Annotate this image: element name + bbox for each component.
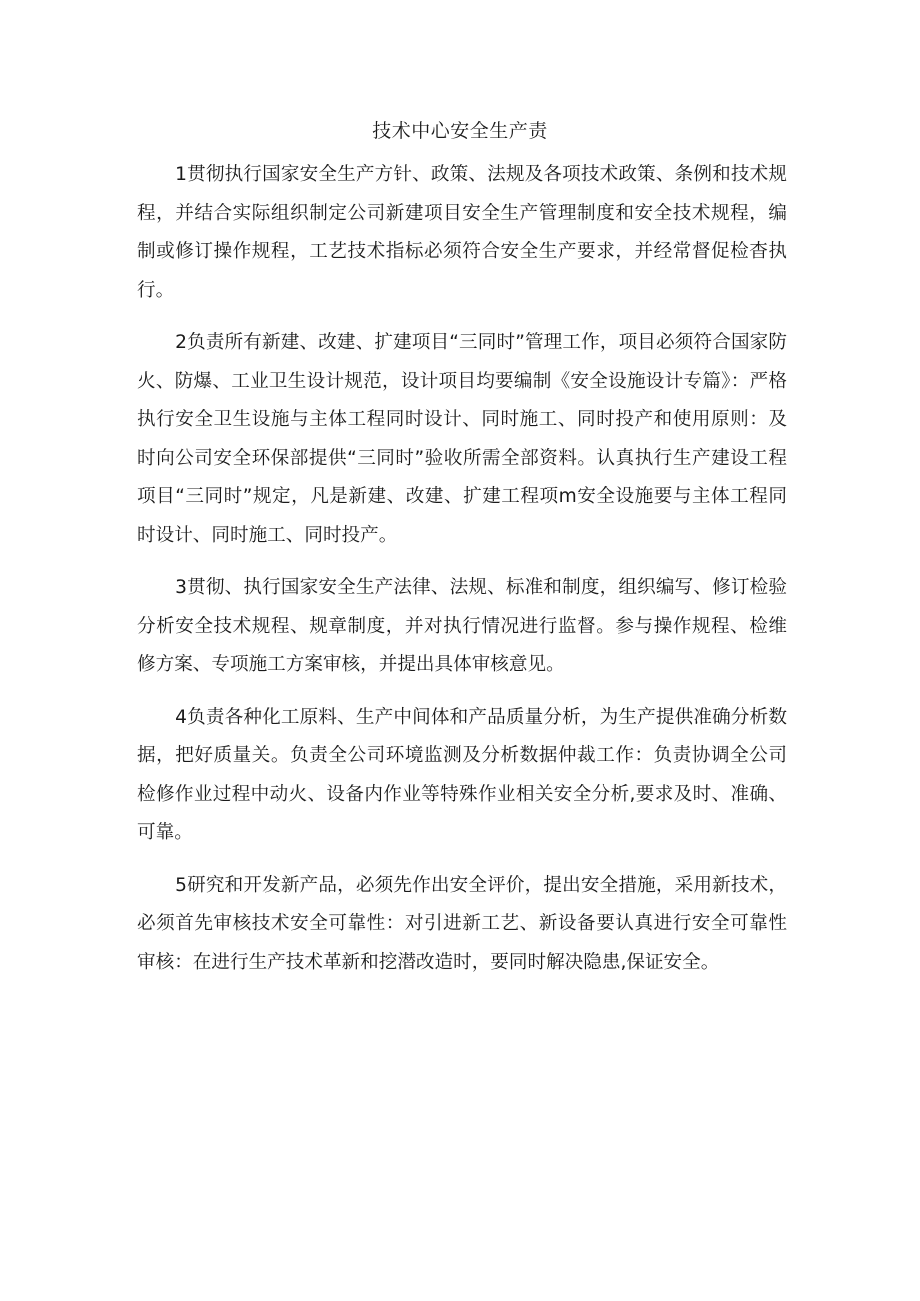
paragraph-1: 1贯彻执行国家安全生产方针、政策、法规及各项技术政策、条例和技术规程，并结合实际组织制定公司新建项目安全生产管理制度和安全技术规程，编制或修订操作规程，工艺技术指标必须符合安全生产要求，并经常督促检杳执行。 (137, 164, 787, 301)
document-title: 技术中心安全生产责 (372, 120, 548, 142)
paragraph-2: 2负责所有新建、改建、扩建项目“三同时”管理工作，项目必须符合国家防火、防爆、工业卫生设计规范，设计项目均要编制《安全设施设计专篇》：严格执行安全卫生设施与主体工程同时设计、同时施工、同时投产和使用原则：及时向公司安全环保部提供“三同时”验收所需全部资料。认真执行生产建设工程项目“三同时”规定，凡是新建、改建、扩建工程项m安全设施要与主体工程同时设计、同时施工、同时投产。 (137, 332, 787, 546)
document-body (137, 156, 787, 996)
paragraph-4: 4负责各种化工原料、生产中间体和产品质量分析，为生产提供准确分析数据，把好质量关。负责全公司环境监测及分析数据仲裁工作：负责协调全公司检修作业过程中动火、设备内作业等特殊作业相关安全分析,要求及时、准确、可靠。 (137, 706, 787, 843)
paragraph-5: 5研究和开发新产品，必须先作出安全评价，提出安全措施，采用新技术，必须首先审核技术安全可靠性：对引进新工艺、新设备要认真进行安全可靠性审核：在进行生产技术革新和挖潜改造时，要同时解决隐患,保证安全。 (137, 874, 787, 973)
paragraph-3: 3贯彻、执行国家安全生产法律、法规、标准和制度，组织编写、修订检验分析安全技术规程、规章制度，并对执行情况进行监督。参与操作规程、检维修方案、专项施工方案审核，并提出具体审核意见。 (137, 577, 787, 675)
